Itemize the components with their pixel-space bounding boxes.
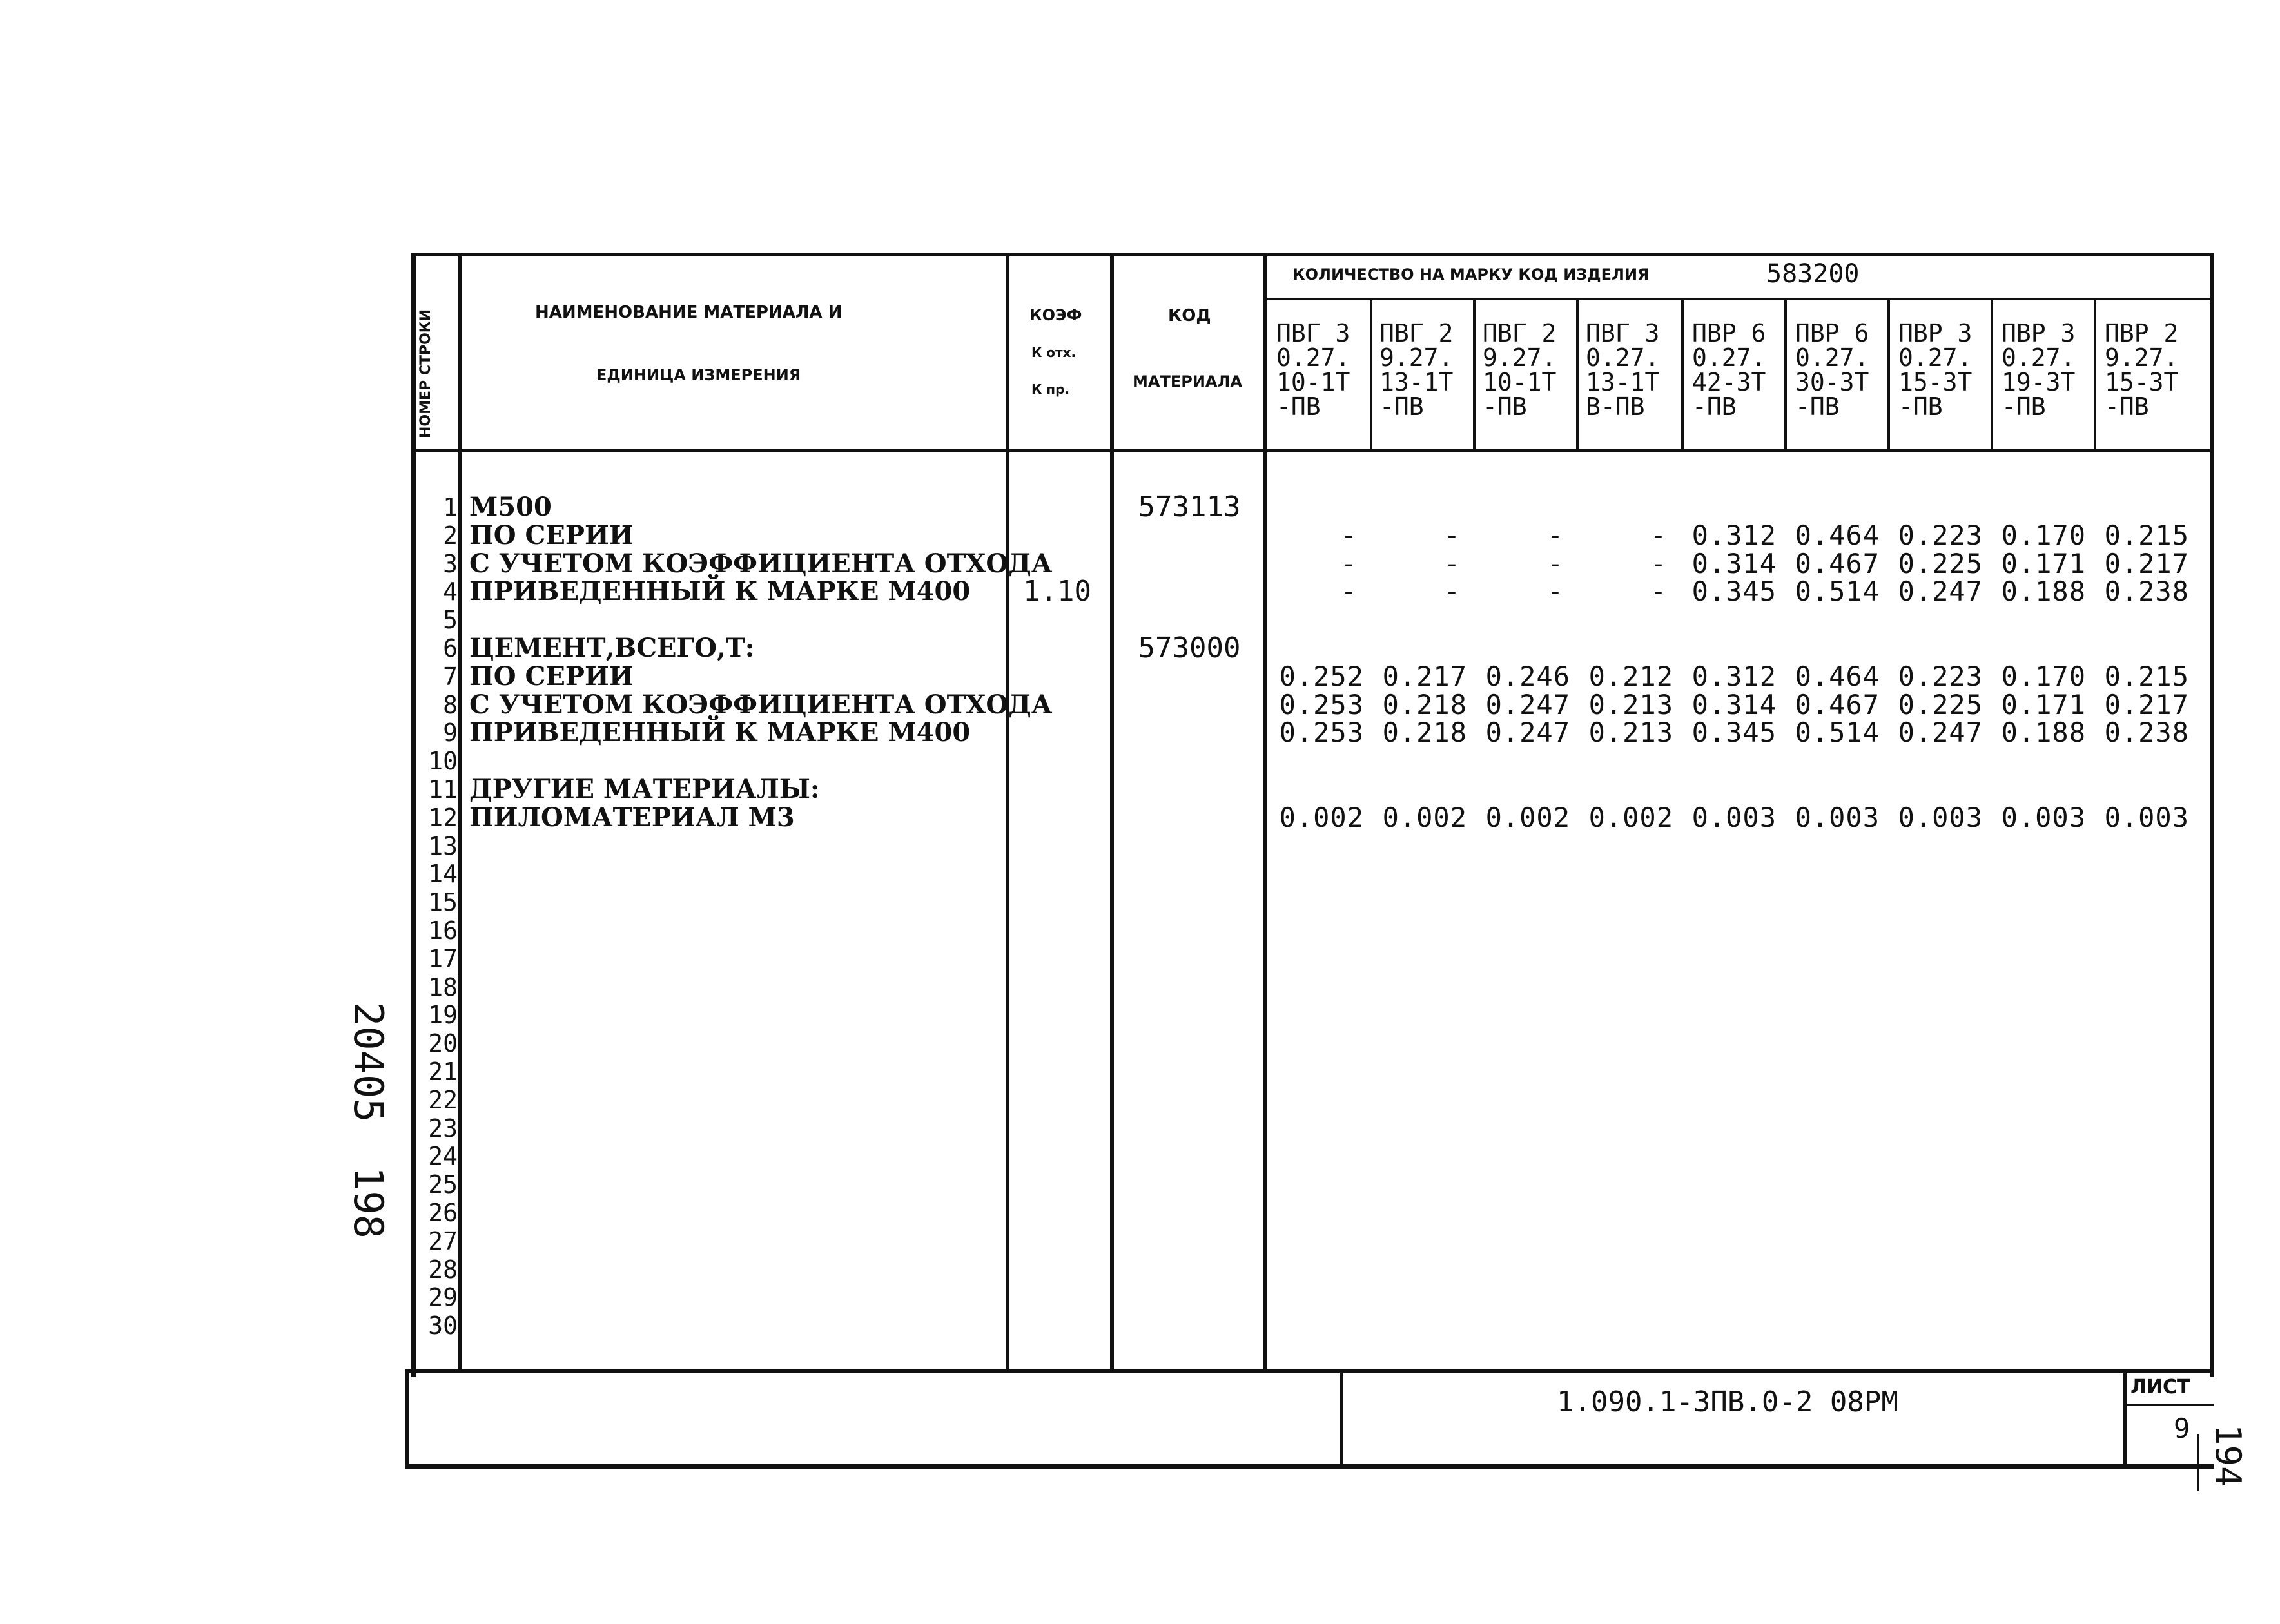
quantity-cell: 0.223 bbox=[1898, 519, 1983, 551]
product-column-header-line: -ПВ bbox=[1692, 392, 1737, 421]
quantity-cell: 0.002 bbox=[1382, 801, 1467, 833]
product-column-header-line: 15-3Т bbox=[2105, 368, 2179, 396]
product-column-header-line: 13-1Т bbox=[1586, 368, 1660, 396]
margin-sheet-number: 198 bbox=[345, 1166, 392, 1239]
table-row bbox=[0, 1199, 2280, 1227]
row-number: 23 bbox=[428, 1114, 458, 1143]
product-column-header-line: ПВР 6 bbox=[1795, 319, 1869, 347]
product-column-header-line: -ПВ bbox=[1276, 392, 1321, 421]
quantity-cell: 0.215 bbox=[2104, 660, 2189, 692]
material-code: 573000 bbox=[1138, 632, 1241, 664]
row-number: 28 bbox=[428, 1255, 458, 1284]
quantity-cell: - bbox=[1340, 519, 1358, 551]
quantity-cell: 0.238 bbox=[2104, 717, 2189, 749]
quantity-cell: 0.213 bbox=[1588, 688, 1673, 720]
quantity-cell: 0.467 bbox=[1795, 547, 1880, 579]
table-row bbox=[0, 634, 2280, 662]
quantity-cell: 0.345 bbox=[1691, 575, 1777, 608]
quantity-cell: 0.188 bbox=[2001, 717, 2086, 749]
row-number: 15 bbox=[428, 888, 458, 917]
product-column-header bbox=[1586, 321, 1684, 419]
row-number: 11 bbox=[428, 775, 458, 804]
product-column-header-line: 10-1Т bbox=[1483, 368, 1557, 396]
product-code: 583200 bbox=[1766, 259, 1860, 289]
sheet-number: 9 bbox=[2174, 1413, 2190, 1444]
table-row bbox=[0, 577, 2280, 606]
row-number-header: НОМЕР СТРОКИ bbox=[418, 309, 434, 438]
product-column-header-line: 9.27. bbox=[1483, 343, 1557, 372]
table-row bbox=[0, 1058, 2280, 1086]
row-number: 4 bbox=[443, 577, 458, 606]
material-name: ДРУГИЕ МАТЕРИАЛЫ: bbox=[469, 774, 820, 804]
table-row bbox=[0, 1142, 2280, 1170]
quantity-cell: 0.212 bbox=[1588, 660, 1673, 692]
quantity-cell: - bbox=[1546, 519, 1564, 551]
table-row bbox=[0, 747, 2280, 775]
table-row bbox=[0, 1311, 2280, 1340]
table-row bbox=[0, 719, 2280, 747]
product-column-header-line: 30-3Т bbox=[1795, 368, 1869, 396]
table-row bbox=[0, 973, 2280, 1001]
product-column-header-line: 9.27. bbox=[2105, 343, 2179, 372]
product-column-header-line: 0.27. bbox=[2002, 343, 2076, 372]
product-column-header-line: 13-1Т bbox=[1379, 368, 1454, 396]
product-column-header-line: 0.27. bbox=[1898, 343, 1973, 372]
quantity-cell: 0.312 bbox=[1691, 660, 1777, 692]
row-number: 2 bbox=[443, 521, 458, 550]
row-number: 22 bbox=[428, 1085, 458, 1114]
product-column-header-line: 19-3Т bbox=[2002, 368, 2076, 396]
quantity-cell: 0.003 bbox=[1795, 801, 1880, 833]
row-number: 17 bbox=[428, 944, 458, 973]
quantity-cell: 0.003 bbox=[2001, 801, 2086, 833]
table-row bbox=[0, 1029, 2280, 1058]
row-number: 6 bbox=[443, 634, 458, 662]
table-row bbox=[0, 1283, 2280, 1311]
product-column-header-line: 0.27. bbox=[1795, 343, 1869, 372]
row-number: 1 bbox=[443, 493, 458, 521]
quantity-cell: 0.217 bbox=[1382, 660, 1467, 692]
row-number: 27 bbox=[428, 1226, 458, 1255]
row-number: 8 bbox=[443, 690, 458, 719]
table-row bbox=[0, 888, 2280, 916]
quantity-cell: 0.314 bbox=[1691, 547, 1777, 579]
product-column-header bbox=[2105, 321, 2203, 419]
product-column-header-line: 0.27. bbox=[1586, 343, 1660, 372]
product-column-header bbox=[1898, 321, 1996, 419]
material-name: М500 bbox=[469, 492, 552, 522]
quantity-cell: 0.171 bbox=[2001, 688, 2086, 720]
quantity-cell: - bbox=[1443, 547, 1461, 579]
coef-header-line3: К пр. bbox=[1031, 382, 1070, 397]
material-name: ЦЕМЕНТ,ВСЕГО,Т: bbox=[469, 633, 755, 663]
table-row bbox=[0, 1170, 2280, 1199]
table-row bbox=[0, 1255, 2280, 1284]
product-column-header-line: ПВГ 3 bbox=[1586, 319, 1660, 347]
quantity-cell: - bbox=[1650, 547, 1667, 579]
row-number: 7 bbox=[443, 662, 458, 691]
product-column-header-line: ПВР 3 bbox=[2002, 319, 2076, 347]
quantity-cell: 0.225 bbox=[1898, 688, 1983, 720]
product-column-header-line: 15-3Т bbox=[1898, 368, 1973, 396]
material-code: 573113 bbox=[1138, 490, 1241, 523]
row-number: 30 bbox=[428, 1311, 458, 1340]
quantity-cell: 0.171 bbox=[2001, 547, 2086, 579]
product-column-header bbox=[1276, 321, 1374, 419]
material-name: ПО СЕРИИ bbox=[469, 661, 634, 691]
quantity-cell: 0.188 bbox=[2001, 575, 2086, 608]
quantity-cell: 0.252 bbox=[1279, 660, 1364, 692]
quantity-cell: 0.247 bbox=[1898, 575, 1983, 608]
row-number: 19 bbox=[428, 1001, 458, 1030]
quantity-cell: - bbox=[1340, 547, 1358, 579]
product-column-header-line: -ПВ bbox=[2105, 392, 2149, 421]
margin-inventory-number: 20405 bbox=[345, 1002, 392, 1123]
quantity-cell: - bbox=[1340, 575, 1358, 608]
quantity-cell: - bbox=[1546, 547, 1564, 579]
product-column-header-line: -ПВ bbox=[1795, 392, 1840, 421]
coef-header-line2: К отх. bbox=[1031, 345, 1077, 360]
coef-header-line1: КОЭФ bbox=[1029, 306, 1082, 324]
row-number: 12 bbox=[428, 803, 458, 832]
quantity-cell: 0.003 bbox=[1691, 801, 1777, 833]
quantity-cell: 0.253 bbox=[1279, 717, 1364, 749]
table-row bbox=[0, 521, 2280, 550]
quantity-cell: 0.217 bbox=[2104, 688, 2189, 720]
quantity-cell: 0.225 bbox=[1898, 547, 1983, 579]
product-column-header-line: ПВГ 2 bbox=[1483, 319, 1557, 347]
table-row bbox=[0, 945, 2280, 973]
quantity-cell: 0.170 bbox=[2001, 519, 2086, 551]
product-column-header bbox=[1692, 321, 1790, 419]
product-column-header-line: 9.27. bbox=[1379, 343, 1454, 372]
quantity-cell: 0.003 bbox=[1898, 801, 1983, 833]
row-number: 20 bbox=[428, 1029, 458, 1058]
table-row bbox=[0, 606, 2280, 634]
row-number: 16 bbox=[428, 916, 458, 945]
product-column-header-line: -ПВ bbox=[2002, 392, 2046, 421]
material-name: ПО СЕРИИ bbox=[469, 519, 634, 550]
quantity-cell: 0.002 bbox=[1279, 801, 1364, 833]
quantity-cell: 0.002 bbox=[1588, 801, 1673, 833]
quantity-cell: 0.514 bbox=[1795, 717, 1880, 749]
table-row bbox=[0, 490, 2280, 523]
table-row bbox=[0, 1001, 2280, 1029]
quantity-cell: 0.217 bbox=[2104, 547, 2189, 579]
product-column-header-line: ПВР 6 bbox=[1692, 319, 1766, 347]
coefficient: 1.10 bbox=[1023, 575, 1091, 608]
product-column-header-line: -ПВ bbox=[1379, 392, 1424, 421]
row-number: 13 bbox=[428, 831, 458, 860]
material-name: ПИЛОМАТЕРИАЛ М3 bbox=[469, 802, 795, 833]
quantity-cell: 0.314 bbox=[1691, 688, 1777, 720]
row-number: 14 bbox=[428, 860, 458, 889]
quantity-cell: 0.218 bbox=[1382, 688, 1467, 720]
quantity-header: КОЛИЧЕСТВО НА МАРКУ КОД ИЗДЕЛИЯ bbox=[1292, 266, 1650, 284]
quantity-cell: 0.345 bbox=[1691, 717, 1777, 749]
product-column-header bbox=[1483, 321, 1581, 419]
quantity-cell: 0.246 bbox=[1485, 660, 1570, 692]
quantity-cell: 0.218 bbox=[1382, 717, 1467, 749]
product-column-header-line: -ПВ bbox=[1898, 392, 1943, 421]
quantity-cell: - bbox=[1443, 575, 1461, 608]
material-name-header-line1: НАИМЕНОВАНИЕ МАТЕРИАЛА И bbox=[535, 303, 843, 322]
product-column-header-line: ПВР 3 bbox=[1898, 319, 1973, 347]
row-number: 9 bbox=[443, 719, 458, 748]
product-column-header-line: ПВР 2 bbox=[2105, 319, 2179, 347]
material-name: ПРИВЕДЕННЫЙ К МАРКЕ М400 bbox=[469, 717, 971, 748]
quantity-cell: 0.215 bbox=[2104, 519, 2189, 551]
table-row bbox=[0, 916, 2280, 945]
quantity-cell: 0.002 bbox=[1485, 801, 1570, 833]
table-row bbox=[0, 801, 2280, 833]
product-column-header-line: 0.27. bbox=[1276, 343, 1350, 372]
quantity-cell: 0.247 bbox=[1485, 717, 1570, 749]
quantity-cell: - bbox=[1650, 575, 1667, 608]
quantity-cell: - bbox=[1650, 519, 1667, 551]
product-column-header-line: В-ПВ bbox=[1586, 392, 1645, 421]
margin-page-number: 194 bbox=[2208, 1424, 2248, 1487]
table-row bbox=[0, 1227, 2280, 1255]
product-column-header-line: ПВГ 3 bbox=[1276, 319, 1350, 347]
quantity-cell: 0.467 bbox=[1795, 688, 1880, 720]
quantity-cell: 0.223 bbox=[1898, 660, 1983, 692]
quantity-cell: - bbox=[1443, 519, 1461, 551]
material-name: С УЧЕТОМ КОЭФФИЦИЕНТА ОТХОДА bbox=[469, 689, 1053, 720]
row-number: 25 bbox=[428, 1170, 458, 1199]
product-column-header-line: -ПВ bbox=[1483, 392, 1527, 421]
quantity-cell: 0.003 bbox=[2104, 801, 2189, 833]
quantity-cell: 0.312 bbox=[1691, 519, 1777, 551]
product-column-header-line: 0.27. bbox=[1692, 343, 1766, 372]
table-row bbox=[0, 1086, 2280, 1114]
quantity-cell: 0.514 bbox=[1795, 575, 1880, 608]
row-number: 26 bbox=[428, 1199, 458, 1227]
row-number: 18 bbox=[428, 972, 458, 1001]
sheet-label: ЛИСТ bbox=[2130, 1376, 2190, 1398]
quantity-cell: 0.170 bbox=[2001, 660, 2086, 692]
material-name-header-line2: ЕДИНИЦА ИЗМЕРЕНИЯ bbox=[596, 366, 801, 384]
quantity-cell: 0.464 bbox=[1795, 660, 1880, 692]
table-row bbox=[0, 662, 2280, 691]
quantity-cell: - bbox=[1546, 575, 1564, 608]
table-row bbox=[0, 1114, 2280, 1143]
row-number: 21 bbox=[428, 1058, 458, 1086]
row-number: 5 bbox=[443, 606, 458, 635]
product-column-header bbox=[2002, 321, 2100, 419]
quantity-cell: 0.213 bbox=[1588, 717, 1673, 749]
table-row bbox=[0, 688, 2280, 720]
row-number: 10 bbox=[428, 747, 458, 776]
row-number: 29 bbox=[428, 1283, 458, 1312]
quantity-cell: 0.253 bbox=[1279, 688, 1364, 720]
table-row bbox=[0, 832, 2280, 860]
table-row bbox=[0, 860, 2280, 888]
quantity-cell: 0.247 bbox=[1898, 717, 1983, 749]
material-name: С УЧЕТОМ КОЭФФИЦИЕНТА ОТХОДА bbox=[469, 548, 1053, 579]
material-name: ПРИВЕДЕННЫЙ К МАРКЕ М400 bbox=[469, 576, 971, 607]
product-column-header bbox=[1379, 321, 1477, 419]
product-column-header-line: ПВГ 2 bbox=[1379, 319, 1454, 347]
quantity-cell: 0.464 bbox=[1795, 519, 1880, 551]
row-number: 24 bbox=[428, 1142, 458, 1171]
product-column-header-line: 10-1Т bbox=[1276, 368, 1350, 396]
row-number: 3 bbox=[443, 549, 458, 578]
quantity-cell: 0.238 bbox=[2104, 575, 2189, 608]
product-column-header-line: 42-3Т bbox=[1692, 368, 1766, 396]
table-row bbox=[0, 547, 2280, 579]
code-header-line1: КОД bbox=[1168, 306, 1211, 325]
product-column-header bbox=[1795, 321, 1893, 419]
table-row bbox=[0, 775, 2280, 804]
quantity-cell: 0.247 bbox=[1485, 688, 1570, 720]
document-code: 1.090.1-3ПВ.0-2 08РМ bbox=[1557, 1386, 1898, 1418]
code-header-line2: МАТЕРИАЛА bbox=[1133, 372, 1242, 391]
